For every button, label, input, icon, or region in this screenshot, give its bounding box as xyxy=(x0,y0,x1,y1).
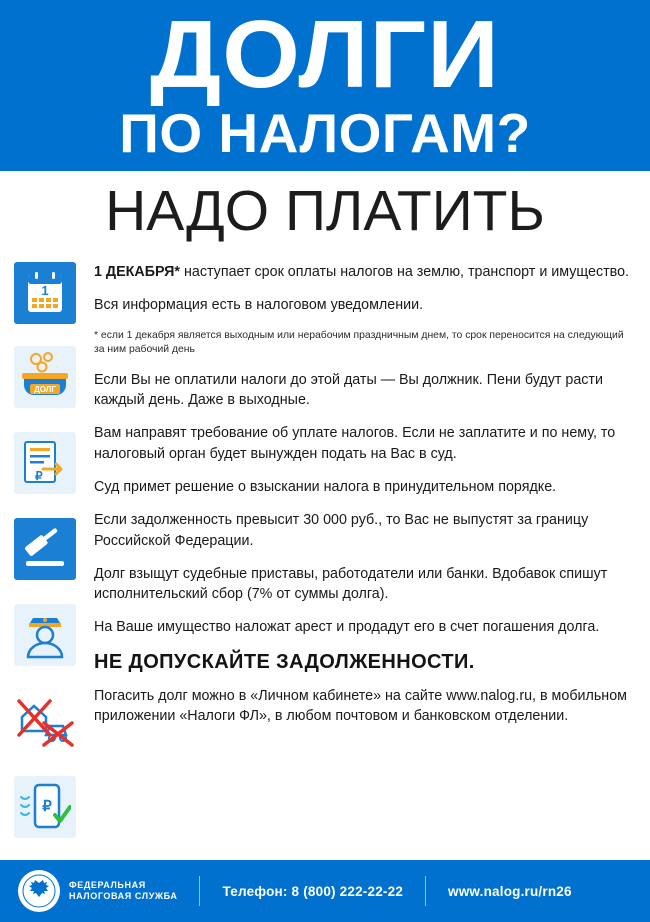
fns-name xyxy=(69,880,177,903)
fns-logo xyxy=(18,870,177,912)
footnote-holiday-rule: * если 1 декабря является выходным или нерабочим праздничным днем, то срок переносится на следующий за ним рабочий день xyxy=(94,329,624,355)
headline-secondary: ПО НАЛОГАМ? xyxy=(119,102,531,165)
paragraph-penalty: Если Вы не оплатили налоги до этой даты — Вы должник. Пени будут расти каждый день. Даже в выходные. xyxy=(94,371,603,409)
svg-text:₽: ₽ xyxy=(42,798,52,816)
poster-header xyxy=(0,0,650,171)
paragraph-deadline xyxy=(94,262,634,282)
paragraph-court-decision: Суд примет решение о взыскании налога в принудительном порядке. xyxy=(94,478,557,495)
calendar-icon xyxy=(14,262,76,324)
headline-tertiary: НАДО ПЛАТИТЬ xyxy=(105,179,545,244)
fns-name-line2: НАЛОГОВАЯ СЛУЖБА xyxy=(69,891,178,901)
contact-phone: Телефон: 8 (800) 222-22-22 xyxy=(222,883,404,899)
deadline-rest: наступает срок оплаты налогов на землю, транспорт и имущество. xyxy=(180,264,630,281)
footer-divider-2 xyxy=(425,876,426,906)
paragraph-notification: Вся информация есть в налоговом уведомлении. xyxy=(94,297,424,314)
paragraph-bailiffs: Долг взыщут судебные приставы, работодатели или банки. Вдобавок спишут исполнительский сбор (7% от суммы долга). xyxy=(94,565,608,603)
call-to-action: НЕ ДОПУСКАЙТЕ ЗАДОЛЖЕННОСТИ. xyxy=(94,650,475,673)
text-column xyxy=(86,256,650,860)
court-gavel-icon xyxy=(14,518,76,580)
poster-body xyxy=(0,256,650,860)
property-seizure-crossed-out-icon xyxy=(14,690,76,752)
footer-divider-1 xyxy=(199,876,200,906)
deadline-date: 1 ДЕКАБРЯ* xyxy=(94,264,180,281)
poster-footer xyxy=(0,860,650,922)
headline-primary: ДОЛГИ xyxy=(150,1,500,108)
paragraph-demand: Вам направят требование об уплате налогов. Если не заплатите и по нему, то налоговый орган будет вынужден подать на Вас в суд. xyxy=(94,425,616,462)
paragraph-travel-ban: Если задолженность превысит 30 000 руб., то Вас не выпустят за границу Российской Федерации. xyxy=(94,512,589,549)
contact-website[interactable]: www.nalog.ru/rn26 xyxy=(448,883,572,899)
svg-text:1: 1 xyxy=(41,283,49,299)
icon-column xyxy=(0,256,86,860)
paragraph-property-arrest: На Ваше имущество наложат арест и продадут его в счет погашения долга. xyxy=(94,619,600,636)
debt-money-pot-icon xyxy=(14,346,76,408)
double-headed-eagle-emblem-icon xyxy=(18,870,60,912)
svg-text:ДОЛГ: ДОЛГ xyxy=(34,385,56,395)
paragraph-how-to-pay: Погасить долг можно в «Личном кабинете» на сайте www.nalog.ru, в мобильном приложении «Налоги ФЛ», в любом почтовом и банковском отделении. xyxy=(94,687,627,725)
fns-name-line1: ФЕДЕРАЛЬНАЯ xyxy=(69,879,146,890)
bailiff-officer-icon xyxy=(14,604,76,666)
mobile-payment-icon xyxy=(14,776,76,838)
svg-text:₽: ₽ xyxy=(35,469,43,484)
payment-demand-document-icon xyxy=(14,432,76,494)
